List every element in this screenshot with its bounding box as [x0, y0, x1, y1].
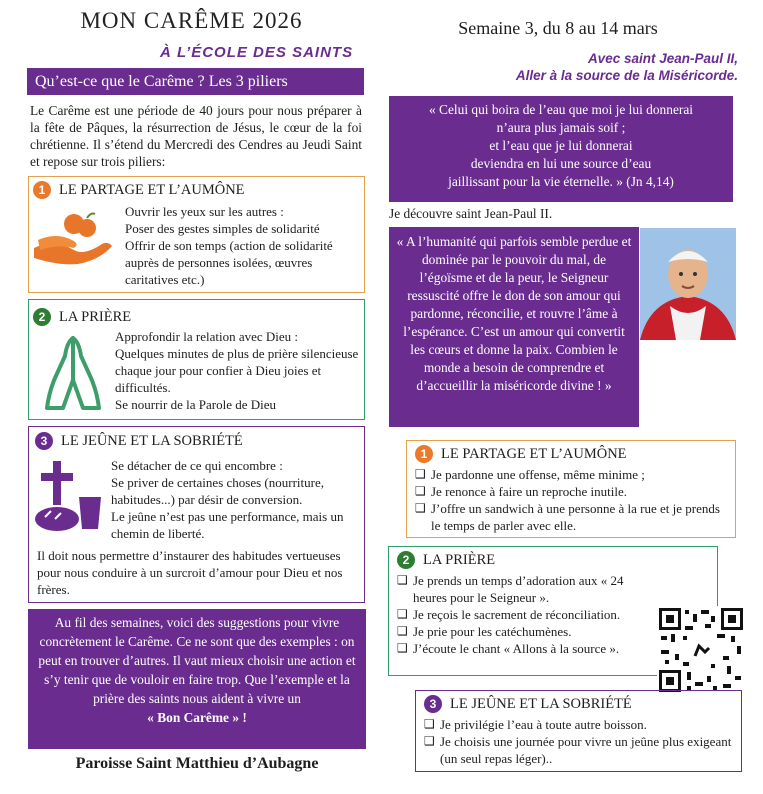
pillar-line: Ouvrir les yeux sur les autres : [125, 204, 284, 219]
action-item-label: Je privilégie l’eau à toute autre boisson. [440, 717, 647, 732]
action-item-label: Je prie pour les catéchumènes. [413, 624, 572, 639]
action-header [424, 695, 733, 713]
pillar-box-sharing [28, 176, 365, 293]
pillar-title: LE PARTAGE ET L’AUMÔNE [59, 181, 245, 198]
page-title: MON CARÊME 2026 [80, 8, 303, 33]
pillar-header [33, 308, 364, 326]
action-title: LA PRIÈRE [423, 551, 496, 568]
pillar-title: LE JEÛNE ET LA SOBRIÉTÉ [61, 432, 243, 449]
gospel-quote-box [389, 96, 733, 202]
parish-name: Paroisse Saint Matthieu d’Aubagne [75, 755, 319, 772]
saint-line-2: Aller à la source de la Miséricorde. [515, 68, 738, 83]
saint-john-paul-ii-portrait [640, 228, 736, 340]
action-item[interactable] [397, 640, 653, 657]
pillar-line: Le jeûne n’est pas une performance, mais un chemin de liberté. [111, 509, 344, 541]
pillar-title: LA PRIÈRE [59, 308, 132, 325]
action-header [415, 445, 727, 463]
cross-bread-cup-icon [33, 459, 105, 535]
pillars-banner: Qu’est-ce que le Carême ? Les 3 piliers [27, 68, 364, 95]
action-item[interactable] [424, 733, 733, 767]
action-item[interactable] [397, 572, 653, 606]
pillar-line: Se détacher de ce qui encombre : [111, 458, 283, 473]
pillar-line: Offrir de son temps (action de solidarité auprès de personnes isolées, œuvres caritatives etc.) [125, 238, 333, 287]
advice-box [28, 609, 366, 749]
pillar-footer: Il doit nous permettre d’instaurer des habitudes vertueuses pour nous conduire à un surcroit d’amour pour Dieu et nos frères. [37, 548, 343, 597]
checkbox-icon[interactable]: ❑ [424, 734, 435, 748]
discover-line: Je découvre saint Jean-Paul II. [389, 206, 553, 221]
pillar-line: Se nourrir de la Parole de Dieu [115, 397, 277, 412]
checkbox-icon[interactable]: ❑ [415, 484, 426, 498]
pillar-header [33, 181, 364, 199]
action-title: LE PARTAGE ET L’AUMÔNE [441, 445, 627, 462]
action-box-sharing [406, 440, 736, 538]
saint-quote-box: « A l’humanité qui parfois semble perdue et dominée par le pouvoir du mal, de l’égoïsme et de la peur, le Seigneur ressuscité offre le don de son amour qui pardonne, réconcilie, et rouvre l’âme à l’espérance. C’est un amour qui convertit les cœurs et donne la paix. Combien le monde a besoin de comprendre et d’accueillir la miséricorde divine ! » [389, 227, 639, 427]
checkbox-icon[interactable]: ❑ [397, 607, 408, 621]
pillar-line: Approfondir la relation avec Dieu : [115, 329, 299, 344]
action-box-fasting [415, 690, 742, 772]
pillar-line: Poser des gestes simples de solidarité [125, 221, 320, 236]
week-title: Semaine 3, du 8 au 14 mars [458, 18, 658, 38]
pillar-text [125, 203, 361, 288]
pillar-text [111, 457, 361, 542]
action-item[interactable] [424, 716, 733, 733]
action-number-badge: 3 [424, 695, 442, 713]
pillar-box-prayer [28, 299, 365, 420]
action-item-label: Je prends un temps d’adoration aux « 24 heures pour le Seigneur ». [413, 573, 624, 605]
checkbox-icon[interactable]: ❑ [397, 641, 408, 655]
action-item-label: J’offre un sandwich à une personne à la rue et je prends le temps de parler avec elle. [431, 501, 720, 533]
action-title: LE JEÛNE ET LA SOBRIÉTÉ [450, 695, 632, 712]
action-item[interactable] [397, 606, 653, 623]
gospel-line: et l’eau que je lui donnerai [489, 138, 633, 153]
checkbox-icon[interactable]: ❑ [415, 501, 426, 515]
checkbox-icon[interactable]: ❑ [397, 624, 408, 638]
pillar-box-fasting [28, 426, 365, 603]
saint-heading [420, 50, 738, 84]
action-item-label: Je pardonne une offense, même minime ; [431, 467, 645, 482]
hands-giving-fruit-icon [32, 210, 116, 270]
action-list [397, 572, 653, 657]
pillar-number-badge: 3 [35, 432, 53, 450]
action-item-label: J’écoute le chant « Allons à la source ». [413, 641, 620, 656]
action-item[interactable] [397, 623, 653, 640]
pillar-header [35, 432, 364, 450]
checkbox-icon[interactable]: ❑ [424, 717, 435, 731]
pillar-line: Quelques minutes de plus de prière silencieuse chaque jour pour confier à Dieu joies et difficultés. [115, 346, 359, 395]
action-item-label: Je reçois le sacrement de réconciliation. [413, 607, 621, 622]
action-header [397, 551, 709, 569]
praying-hands-icon [43, 332, 103, 412]
advice-text: Au fil des semaines, voici des suggestions pour vivre concrètement le Carême. Ce ne sont que des exemples : on peut en trouver d’autres. Il vaut mieux choisir une action et s’y tenir que de vouloir en faire trop. Que l’exemple et la prière des saints nous aident à vivre un [38, 615, 356, 706]
saint-line-1: Avec saint Jean-Paul II, [587, 51, 738, 66]
action-item[interactable] [415, 483, 727, 500]
checkbox-icon[interactable]: ❑ [397, 573, 408, 587]
pillar-number-badge: 1 [33, 181, 51, 199]
action-number-badge: 1 [415, 445, 433, 463]
advice-emphasis: « Bon Carême » ! [147, 710, 247, 725]
gospel-line: deviendra en lui une source d’eau [470, 156, 652, 171]
pillar-text [115, 328, 361, 413]
intro-text: Le Carême est une période de 40 jours pour nous préparer à la fête de Pâques, la résurrection de Jésus, le cœur de la foi chrétienne. Il s’étend du Mercredi des Cendres au Jeudi Saint et repose sur trois piliers: [30, 103, 362, 169]
gospel-line: « Celui qui boira de l’eau que moi je lui donnerai [428, 102, 694, 117]
action-item-label: Je choisis une journée pour vivre un jeûne plus exigeant (un seul repas léger).. [440, 734, 732, 766]
gospel-line: jaillissant pour la vie éternelle. » (Jn 4,14) [448, 174, 674, 189]
action-item[interactable] [415, 500, 727, 534]
gospel-line: n’aura plus jamais soif ; [496, 120, 626, 135]
pillar-number-badge: 2 [33, 308, 51, 326]
pillar-line: Se priver de certaines choses (nourriture, habitudes...) par désir de conversion. [111, 475, 324, 507]
action-number-badge: 2 [397, 551, 415, 569]
checkbox-icon[interactable]: ❑ [415, 467, 426, 481]
action-item-label: Je renonce à faire un reproche inutile. [431, 484, 627, 499]
page-subtitle: À L’ÉCOLE DES SAINTS [160, 44, 354, 61]
qr-code-icon[interactable] [657, 606, 745, 694]
action-item[interactable] [415, 466, 727, 483]
